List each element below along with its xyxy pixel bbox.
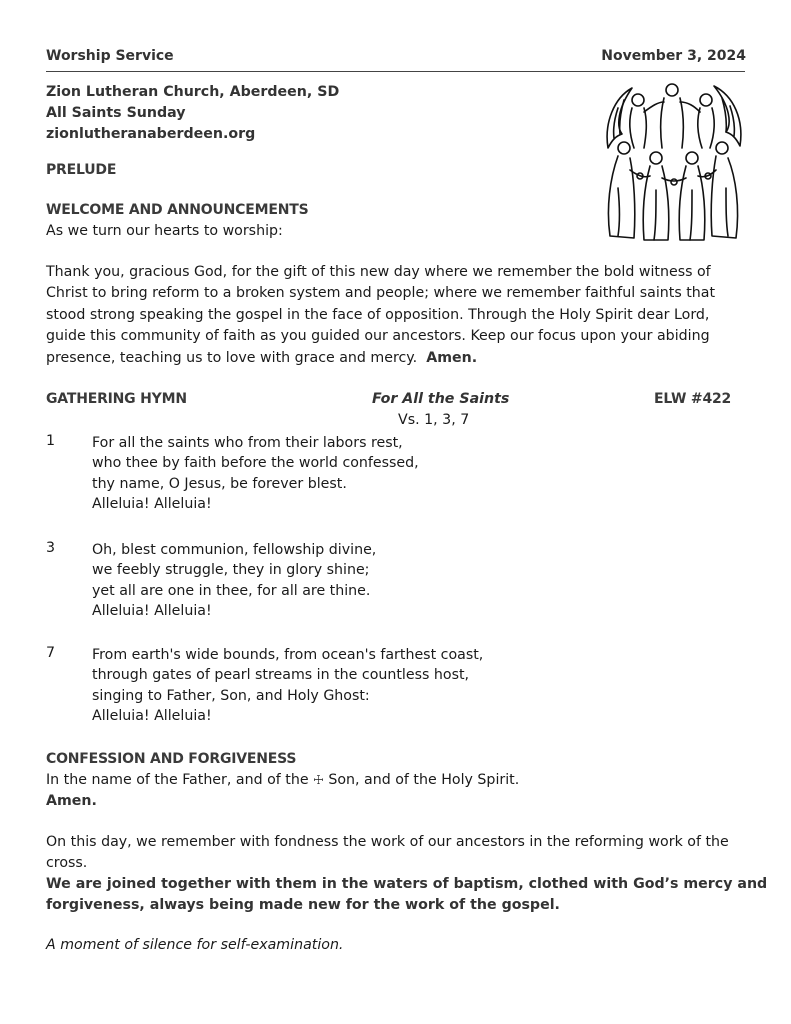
verse-line: thy name, O Jesus, be forever blest. xyxy=(92,475,347,492)
hymn-heading: GATHERING HYMN xyxy=(46,391,187,407)
confession-leader xyxy=(46,832,746,875)
cross-icon: ☩ xyxy=(313,773,324,787)
saints-circle-illustration-icon xyxy=(594,78,752,246)
verse-line: For all the saints who from their labors rest, xyxy=(92,435,403,451)
header-divider xyxy=(46,71,745,72)
welcome-prayer xyxy=(46,262,746,369)
silence-instruction: A moment of silence for self-examination. xyxy=(46,937,344,953)
hymn-number: ELW #422 xyxy=(654,391,732,407)
confession-response xyxy=(46,874,768,917)
invocation-text: In the name of the Father, and of the xyxy=(46,772,309,788)
verse-line: yet all are one in thee, for all are thine. xyxy=(92,582,371,599)
prelude-heading: PRELUDE xyxy=(46,162,117,178)
leader-line: On this day, we remember with fondness the work of our ancestors in the reforming work of the xyxy=(46,834,729,850)
prayer-line: guide this community of faith as you guided our ancestors. Keep our focus upon your abiding xyxy=(46,328,710,345)
church-name: Zion Lutheran Church, Aberdeen, SD xyxy=(46,84,340,100)
prayer-line: Thank you, gracious God, for the gift of this new day where we remember the bold witness of xyxy=(46,264,711,280)
response-line: We are joined together with them in the waters of baptism, clothed with God’s mercy and xyxy=(46,876,768,892)
verse-line: singing to Father, Son, and Holy Ghost: xyxy=(92,687,370,704)
hymn-title: For All the Saints xyxy=(372,391,510,407)
church-website: zionlutheranaberdeen.org xyxy=(46,126,256,142)
leader-line: cross. xyxy=(46,855,88,872)
verse-line: we feebly struggle, they in glory shine; xyxy=(92,562,370,579)
verse-line: Oh, blest communion, fellowship divine, xyxy=(92,542,377,558)
header-title: Worship Service xyxy=(46,48,174,64)
welcome-intro: As we turn our hearts to worship: xyxy=(46,223,283,239)
prayer-line: Christ to bring reform to a broken system and people; where we remember faithful saints that xyxy=(46,285,716,302)
response-line: forgiveness, always being made new for the work of the gospel. xyxy=(46,897,560,914)
header-date: November 3, 2024 xyxy=(601,48,746,64)
confession-heading: CONFESSION AND FORGIVENESS xyxy=(46,751,297,767)
prayer-amen: Amen. xyxy=(426,349,478,366)
verse-line: who thee by faith before the world confessed, xyxy=(92,455,419,472)
verse-line: Alleluia! Alleluia! xyxy=(92,708,212,725)
verse-number: 3 xyxy=(46,540,56,556)
invocation-amen: Amen. xyxy=(46,793,97,809)
verse-number: 7 xyxy=(46,645,56,661)
prayer-line: stood strong speaking the gospel in the face of opposition. Through the Holy Spirit dear Lord, xyxy=(46,306,710,323)
verse-line: Alleluia! Alleluia! xyxy=(92,496,212,513)
verse-line: through gates of pearl streams in the countless host, xyxy=(92,667,470,684)
bulletin-page xyxy=(46,0,768,1024)
verse-line: From earth's wide bounds, from ocean's farthest coast, xyxy=(92,647,484,663)
prayer-line: presence, teaching us to love with grace and mercy. xyxy=(46,349,418,366)
invocation xyxy=(46,772,519,788)
verse-number: 1 xyxy=(46,433,56,449)
verse-line: Alleluia! Alleluia! xyxy=(92,603,212,620)
welcome-heading: WELCOME AND ANNOUNCEMENTS xyxy=(46,202,309,218)
hymn-verses-note: Vs. 1, 3, 7 xyxy=(398,412,470,428)
invocation-text-end: Son, and of the Holy Spirit. xyxy=(323,772,520,788)
service-day: All Saints Sunday xyxy=(46,105,186,121)
